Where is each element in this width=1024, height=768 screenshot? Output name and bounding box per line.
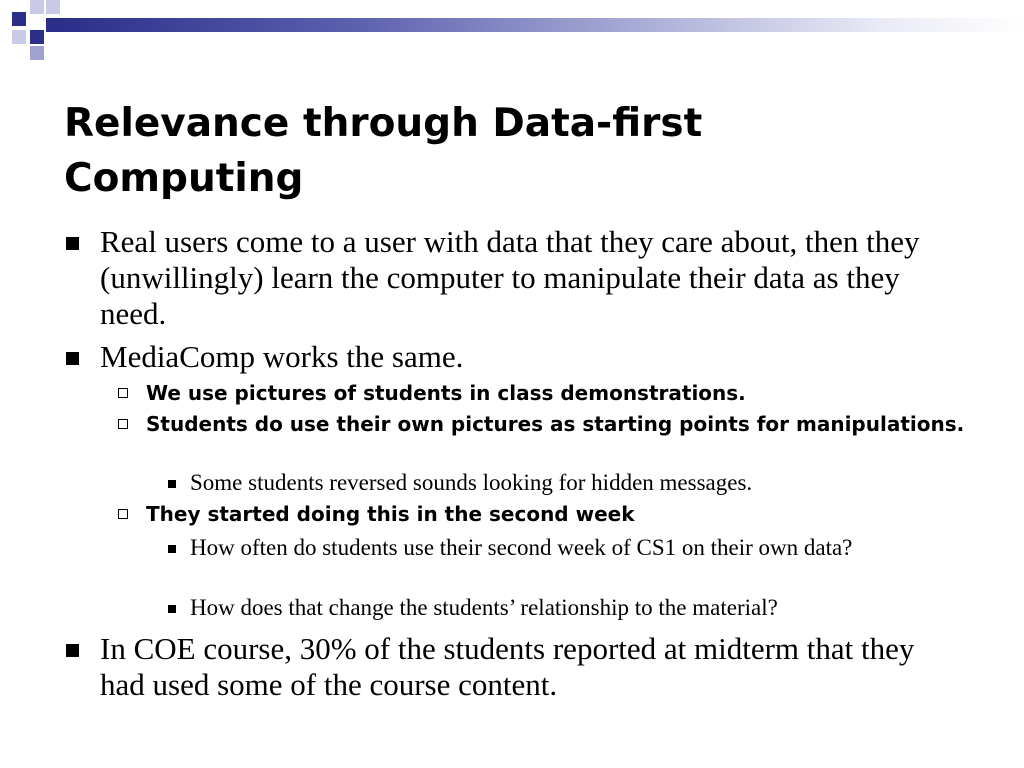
small-square-bullet-icon — [168, 605, 176, 613]
square-bullet-icon — [66, 644, 79, 657]
slide-title-line2: Computing — [64, 156, 304, 201]
bullet-real-users: Real users come to a user with data that they care about, then they (unwillingly) learn the computer to manipulate their data as they need. — [100, 224, 920, 331]
decor-square — [12, 30, 26, 44]
subbullet-second-week: They started doing this in the second week — [146, 502, 635, 526]
decor-square — [12, 12, 26, 26]
hollow-square-bullet-icon — [118, 388, 128, 398]
header-gradient-bar — [60, 18, 1024, 32]
hollow-square-bullet-icon — [118, 509, 128, 519]
square-bullet-icon — [66, 352, 79, 365]
small-square-bullet-icon — [168, 545, 176, 553]
small-square-bullet-icon — [168, 480, 176, 488]
hollow-square-bullet-icon — [118, 419, 128, 429]
bullet-mediacomp: MediaComp works the same. — [100, 339, 464, 374]
square-bullet-icon — [66, 237, 79, 250]
bullet-coe-course: In COE course, 30% of the students reported at midterm that they had used some of the course content. — [100, 631, 915, 702]
subsubbullet-reversed-sounds: Some students reversed sounds looking for hidden messages. — [190, 470, 753, 495]
subbullet-own-pictures: Students do use their own pictures as starting points for manipulations. — [146, 412, 965, 436]
subsubbullet-relationship: How does that change the students’ relationship to the material? — [190, 595, 778, 620]
decor-square — [30, 46, 44, 60]
subsubbullet-how-often: How often do students use their second week of CS1 on their own data? — [190, 535, 853, 560]
decor-square — [30, 0, 44, 14]
decor-square — [46, 0, 60, 14]
decor-square — [30, 30, 44, 44]
decor-square — [46, 18, 60, 32]
slide-title-line1: Relevance through Data-first — [64, 101, 703, 146]
subbullet-pictures: We use pictures of students in class demonstrations. — [146, 381, 746, 405]
slide-title — [64, 96, 964, 206]
